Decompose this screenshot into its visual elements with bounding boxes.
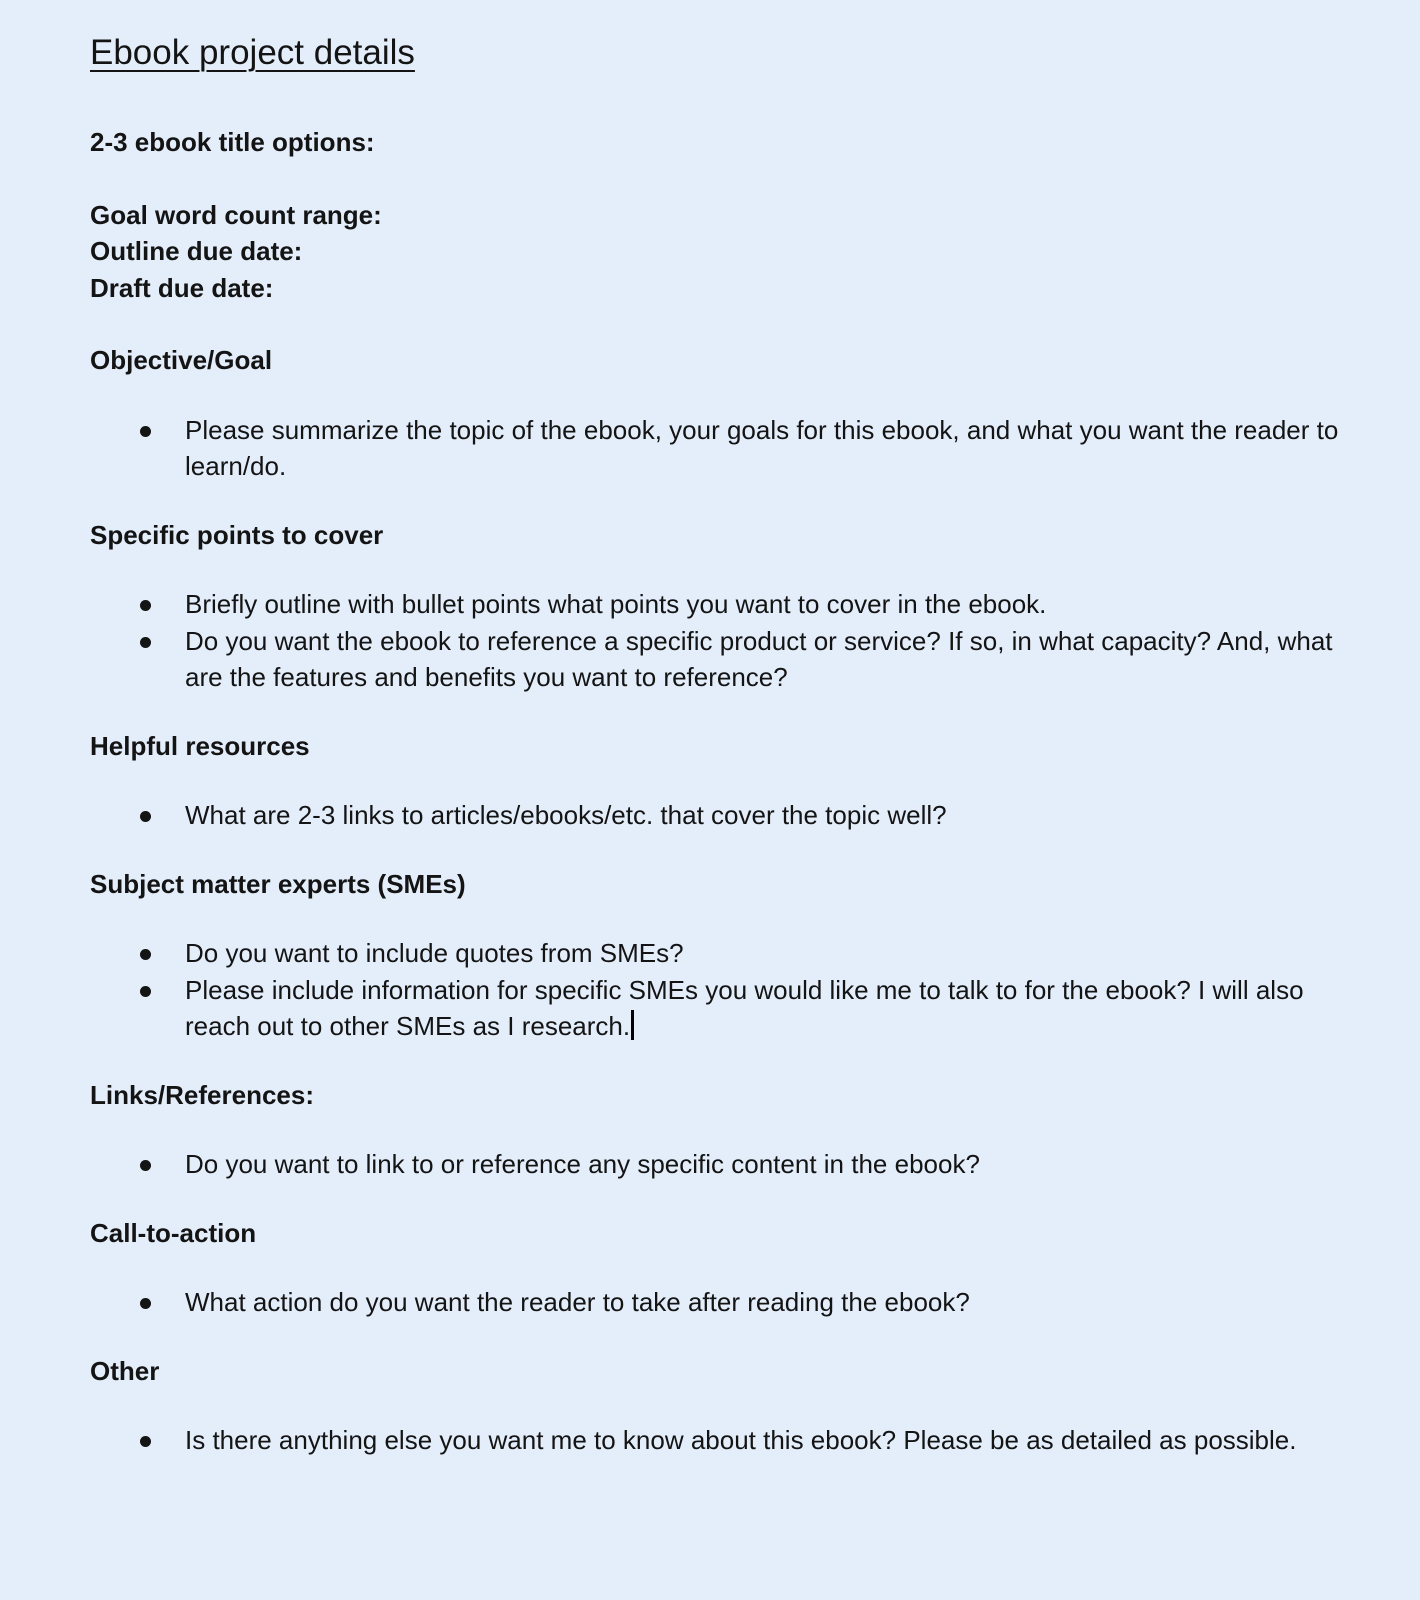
bullet-icon [140, 1160, 151, 1171]
section-heading-objective[interactable]: Objective/Goal [90, 345, 273, 375]
field-draft-due[interactable]: Draft due date: [90, 272, 274, 303]
bullet-list [90, 935, 1340, 1045]
section-heading-call-to-action[interactable]: Call-to-action [90, 1217, 257, 1248]
bullet-icon [140, 637, 151, 648]
field-outline-due[interactable]: Outline due date: [90, 236, 303, 266]
bullet-icon [140, 811, 151, 822]
bullet-icon [140, 600, 151, 611]
list-item-text: What are 2-3 links to articles/ebooks/etc. that cover the topic well? [185, 800, 947, 830]
bullet-list [90, 1284, 1340, 1321]
bullet-list [90, 586, 1340, 696]
list-item-text: What action do you want the reader to take after reading the ebook? [185, 1287, 970, 1317]
list-item[interactable] [90, 1284, 1340, 1321]
section-smes [90, 866, 1340, 1045]
document-title[interactable]: Ebook project details [90, 33, 415, 72]
field-word-count[interactable]: Goal word count range: [90, 199, 382, 230]
list-item-text: Please include information for specific SMEs you would like me to talk to for the ebook? I will also reach out to other SMEs as I research. [185, 974, 1304, 1041]
list-item-text: Do you want to include quotes from SMEs? [185, 938, 684, 968]
section-call-to-action [90, 1215, 1340, 1321]
bullet-list [90, 1422, 1340, 1459]
bullet-icon [140, 426, 151, 437]
section-heading-links-references[interactable]: Links/References: [90, 1079, 314, 1110]
bullet-list [90, 797, 1340, 834]
list-item[interactable] [90, 586, 1340, 623]
list-item-text: Is there anything else you want me to know about this ebook? Please be as detailed as possible. [185, 1425, 1297, 1455]
section-specific-points [90, 517, 1340, 696]
bullet-icon [140, 986, 151, 997]
section-links-references [90, 1077, 1340, 1183]
section-heading-other[interactable]: Other [90, 1355, 160, 1386]
section-heading-smes[interactable]: Subject matter experts (SMEs) [90, 868, 466, 899]
bullet-icon [140, 1436, 151, 1447]
list-item-text: Do you want the ebook to reference a specific product or service? If so, in what capacity? And, what are the features and benefits you want to reference? [185, 625, 1333, 692]
list-item[interactable] [90, 972, 1340, 1045]
list-item[interactable] [90, 1146, 1340, 1183]
list-item-text: Do you want to link to or reference any specific content in the ebook? [185, 1149, 980, 1179]
list-item[interactable] [90, 1422, 1340, 1459]
list-item[interactable] [90, 797, 1340, 834]
list-item-text: Please summarize the topic of the ebook, your goals for this ebook, and what you want the reader to learn/do. [185, 414, 1339, 481]
section-objective [90, 342, 1340, 485]
bullet-list [90, 1146, 1340, 1183]
section-heading-specific-points[interactable]: Specific points to cover [90, 519, 384, 550]
bullet-list [90, 412, 1340, 485]
bullet-icon [140, 949, 151, 960]
section-helpful-resources [90, 728, 1340, 834]
list-item-text: Briefly outline with bullet points what points you want to cover in the ebook. [185, 589, 1047, 619]
field-title-options[interactable]: 2-3 ebook title options: [90, 127, 375, 157]
document-body[interactable] [90, 28, 1340, 1459]
bullet-icon [140, 1298, 151, 1309]
list-item[interactable] [90, 623, 1340, 696]
section-heading-helpful-resources[interactable]: Helpful resources [90, 730, 310, 761]
text-cursor [631, 1010, 634, 1040]
list-item[interactable] [90, 412, 1340, 485]
section-other [90, 1353, 1340, 1459]
list-item[interactable] [90, 935, 1340, 972]
